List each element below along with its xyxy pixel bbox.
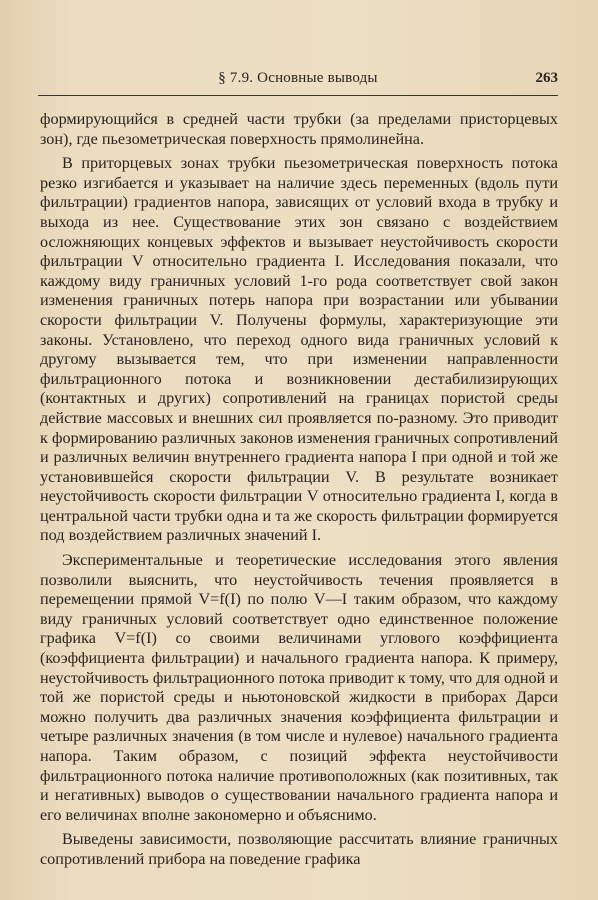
paragraph: В приторцевых зонах трубки пьезометрическая поверхность потока резко изгибается и указывает на наличие здесь переменных (вдоль пути фильтрации) градиентов напора, зависящих от условий входа в трубку и выхода из нее. Существование этих зон связано с воздействием осложняющих концевых эффектов и вызывает неустойчивость скорости фильтрации V относительно градиента I. Исследования показали, что каждому виду граничных условий 1-го рода соответствует свой закон изменения граничных потерь напора при возрастании или убывании скорости фильтрации V. Получены формулы, характеризующие эти законы. Установлено, что переход одного вида граничных условий к другому вызывается тем, что при изменении направленности фильтрационного потока и возникновении дестабилизирующих (контактных и других) сопротивлений на границах пористой среды действие массовых и внешних сил проявляется по-разному. Это приводит к формированию различных законов изменения граничных сопротивлений и различных величин внутреннего градиента напора I при одной и той же установившейся скорости фильтрации V. В результате возникает неустойчивость скорости фильтрации V относительно градиента I, когда в центральной части трубки одна и та же скорость фильтрации формируется под воздействием различных значений I. (40, 154, 558, 545)
paragraph: Экспериментальные и теоретические исследования этого явления позволили выяснить, что неустойчивость течения проявляется в перемещении прямой V=f(I) по полю V—I таким образом, что каждому виду граничных условий соответствует одно единственное положение графика V=f(I) со своими величинами углового коэффициента (коэффициента фильтрации) и начального градиента напора. К примеру, неустойчивость фильтрационного потока приводит к тому, что для одной и той же пористой среды и ньютоновской жидкости в приборах Дарси можно получить два различных значения коэффициента фильтрации и четыре различных значения (в том числе и нулевое) начального градиента напора. Таким образом, с позиций эффекта неустойчивости фильтрационного потока наличие противоположных (как позитивных, так и негативных) выводов о существовании начального градиента напора и его величинах вполне закономерно и объяснимо. (40, 551, 558, 824)
paragraph: Выведены зависимости, позволяющие рассчитать влияние граничных сопротивлений прибора на поведение графика (40, 830, 558, 868)
running-header (38, 70, 558, 92)
body-text (40, 110, 558, 870)
paragraph-continuation: формирующийся в средней части трубки (за пределами присторцевых зон), где пьезометрическая поверхность прямолинейна. (40, 110, 558, 148)
section-title: § 7.9. Основные выводы (218, 70, 378, 86)
page-number: 263 (535, 70, 558, 86)
header-rule (38, 95, 558, 96)
